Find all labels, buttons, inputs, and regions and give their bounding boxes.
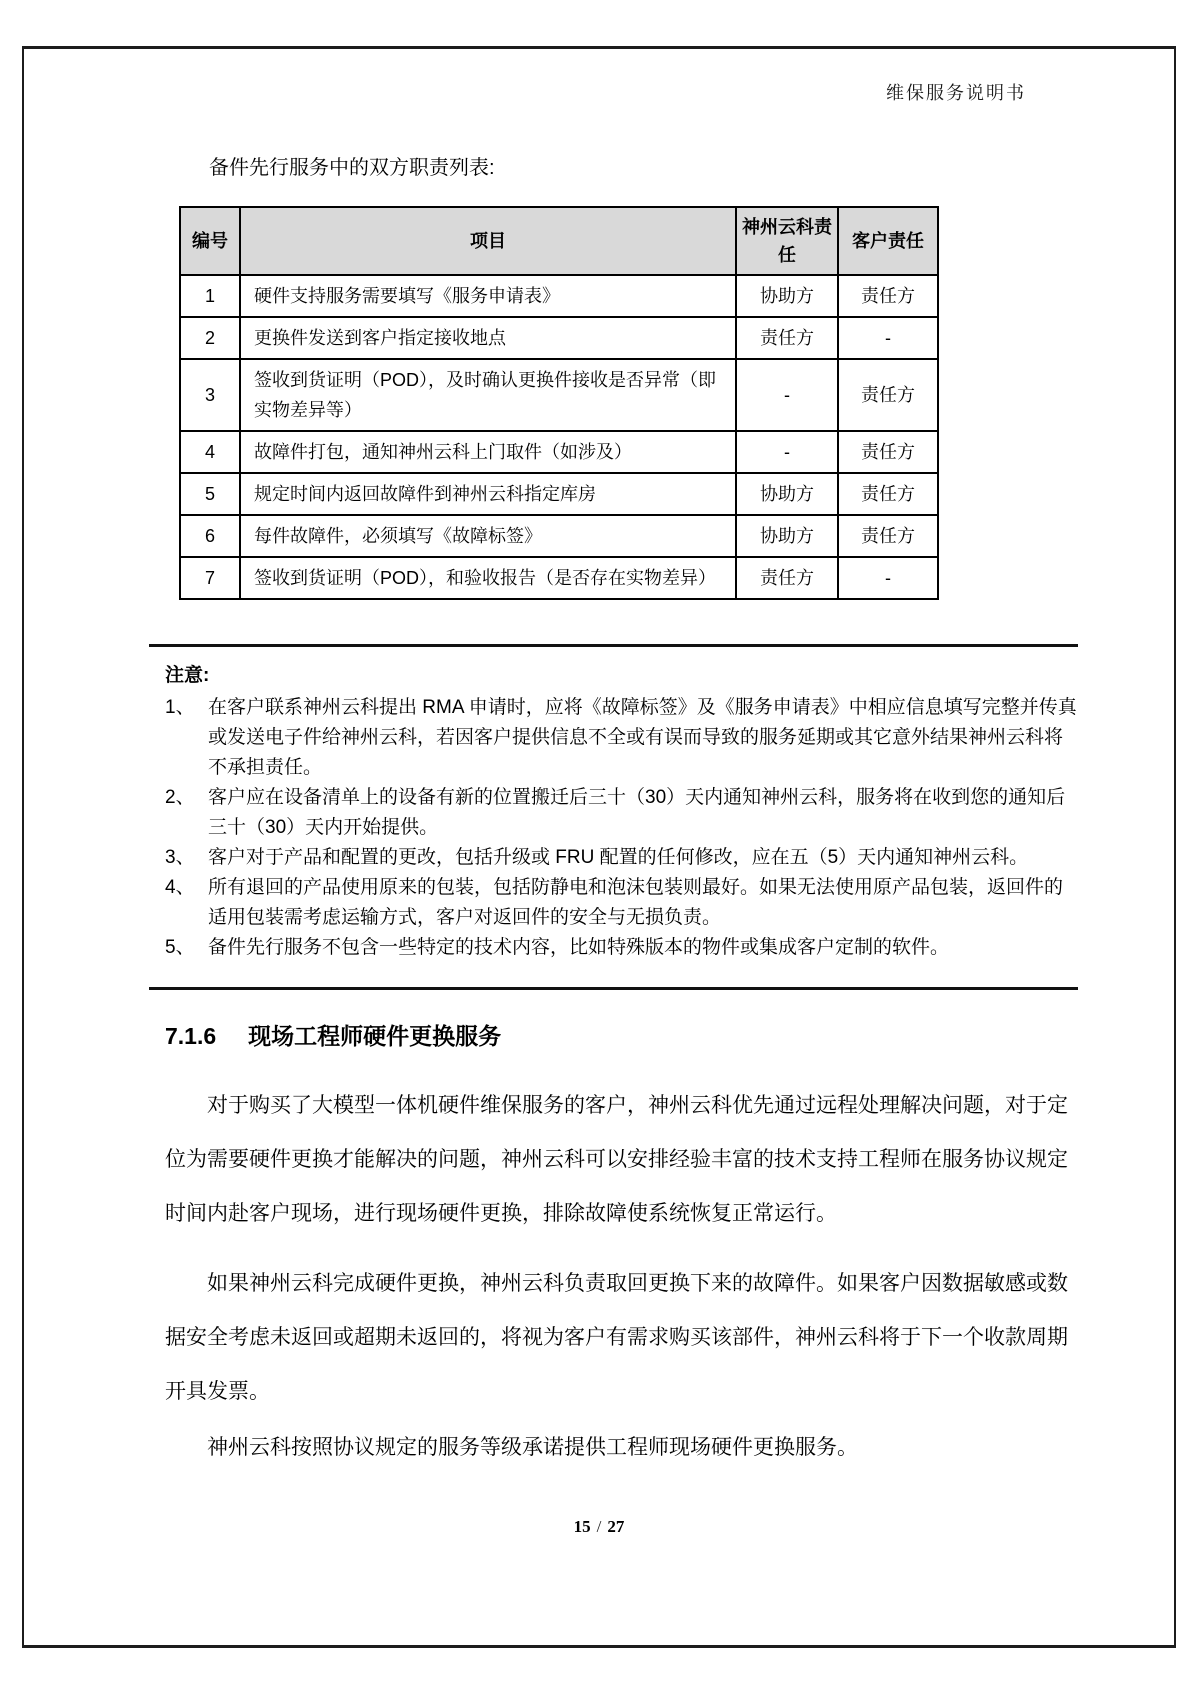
document-page [22, 46, 1176, 1648]
row-item: 规定时间内返回故障件到神州云科指定库房 [241, 474, 737, 514]
note-text: 客户对于产品和配置的更改，包括升级或 FRU 配置的任何修改，应在五（5）天内通知神州云科。 [208, 847, 1029, 868]
row-item: 硬件支持服务需要填写《服务申请表》 [241, 276, 737, 316]
row-number: 1 [181, 276, 241, 316]
row-vendor: 协助方 [737, 516, 839, 556]
note-number: 3、 [165, 847, 195, 868]
row-vendor: - [737, 360, 839, 430]
col-header-vendor-responsibility: 神州云科责任 [737, 208, 839, 274]
table-row [181, 360, 937, 432]
list-item [165, 843, 1078, 873]
col-header-number: 编号 [181, 208, 241, 274]
notes-label: 注意: [165, 665, 210, 686]
responsibility-table [179, 206, 939, 600]
row-customer: - [885, 568, 891, 588]
row-number: 3 [181, 360, 241, 430]
col-header-customer-responsibility: 客户责任 [839, 208, 937, 274]
row-item: 签收到货证明（POD），及时确认更换件接收是否异常（即实物差异等） [241, 360, 737, 430]
row-item: 签收到货证明（POD），和验收报告（是否存在实物差异） [241, 558, 737, 598]
row-number: 7 [181, 558, 241, 598]
note-text: 所有退回的产品使用原来的包装，包括防静电和泡沫包装则最好。如果无法使用原产品包装，返回件的适用包装需考虑运输方式，客户对返回件的安全与无损负责。 [208, 877, 1064, 928]
row-vendor: 责任方 [737, 318, 839, 358]
row-customer: 责任方 [861, 526, 915, 546]
current-page-number: 15 [573, 1517, 591, 1536]
paragraph: 对于购买了大模型一体机硬件维保服务的客户，神州云科优先通过远程处理解决问题，对于定位为需要硬件更换才能解决的问题，神州云科可以安排经验丰富的技术支持工程师在服务协议规定时间内赴客户现场，进行现场硬件更换，排除故障使系统恢复正常运行。 [165, 1094, 1068, 1225]
row-customer: 责任方 [861, 385, 915, 405]
list-item [165, 693, 1078, 783]
section-title: 现场工程师硬件更换服务 [248, 1023, 502, 1049]
row-number: 6 [181, 516, 241, 556]
note-number: 1、 [165, 697, 195, 718]
note-text: 备件先行服务不包含一些特定的技术内容，比如特殊版本的物件或集成客户定制的软件。 [208, 937, 950, 958]
row-vendor: 协助方 [737, 276, 839, 316]
page-number-separator: / [596, 1517, 602, 1536]
list-item [165, 783, 1078, 843]
note-number: 2、 [165, 787, 195, 808]
note-text: 客户应在设备清单上的设备有新的位置搬迁后三十（30）天内通知神州云科，服务将在收到您的通知后三十（30）天内开始提供。 [208, 787, 1066, 838]
row-vendor: - [737, 432, 839, 472]
table-row [181, 276, 937, 318]
row-customer: 责任方 [861, 286, 915, 306]
notes-list [165, 693, 1078, 963]
note-number: 5、 [165, 937, 195, 958]
row-vendor: 协助方 [737, 474, 839, 514]
table-row [181, 558, 937, 598]
section-divider-rule [149, 644, 1078, 647]
note-text: 在客户联系神州云科提出 RMA 申请时，应将《故障标签》及《服务申请表》中相应信息填写完整并传真或发送电子件给神州云科，若因客户提供信息不全或有误而导致的服务延期或其它意外结果神州云科将不承担责任。 [208, 697, 1077, 778]
row-item: 每件故障件，必须填写《故障标签》 [241, 516, 737, 556]
col-header-item: 项目 [241, 208, 737, 274]
total-page-number: 27 [607, 1517, 625, 1536]
table-row [181, 516, 937, 558]
table-header-row [181, 208, 937, 276]
note-number: 4、 [165, 877, 195, 898]
document-header-title: 维保服务说明书 [886, 83, 1026, 103]
page-content [24, 151, 1174, 1475]
table-row [181, 318, 937, 360]
paragraph: 如果神州云科完成硬件更换，神州云科负责取回更换下来的故障件。如果客户因数据敏感或数据安全考虑未返回或超期未返回的，将视为客户有需求购买该部件，神州云科将于下一个收款周期开具发票。 [165, 1272, 1068, 1403]
list-item [165, 933, 1078, 963]
table-intro-text: 备件先行服务中的双方职责列表: [209, 157, 495, 179]
paragraph: 神州云科按照协议规定的服务等级承诺提供工程师现场硬件更换服务。 [207, 1436, 858, 1459]
row-customer: 责任方 [861, 484, 915, 504]
list-item [165, 873, 1078, 933]
row-number: 5 [181, 474, 241, 514]
section-divider-rule [149, 987, 1078, 990]
row-customer: 责任方 [861, 442, 915, 462]
table-row [181, 474, 937, 516]
section-heading [165, 1018, 1078, 1051]
section-number: 7.1.6 [165, 1023, 217, 1049]
row-item: 故障件打包，通知神州云科上门取件（如涉及） [241, 432, 737, 472]
row-vendor: 责任方 [737, 558, 839, 598]
page-number-footer [24, 1517, 1174, 1537]
row-number: 4 [181, 432, 241, 472]
table-row [181, 432, 937, 474]
row-number: 2 [181, 318, 241, 358]
row-customer: - [885, 328, 891, 348]
row-item: 更换件发送到客户指定接收地点 [241, 318, 737, 358]
